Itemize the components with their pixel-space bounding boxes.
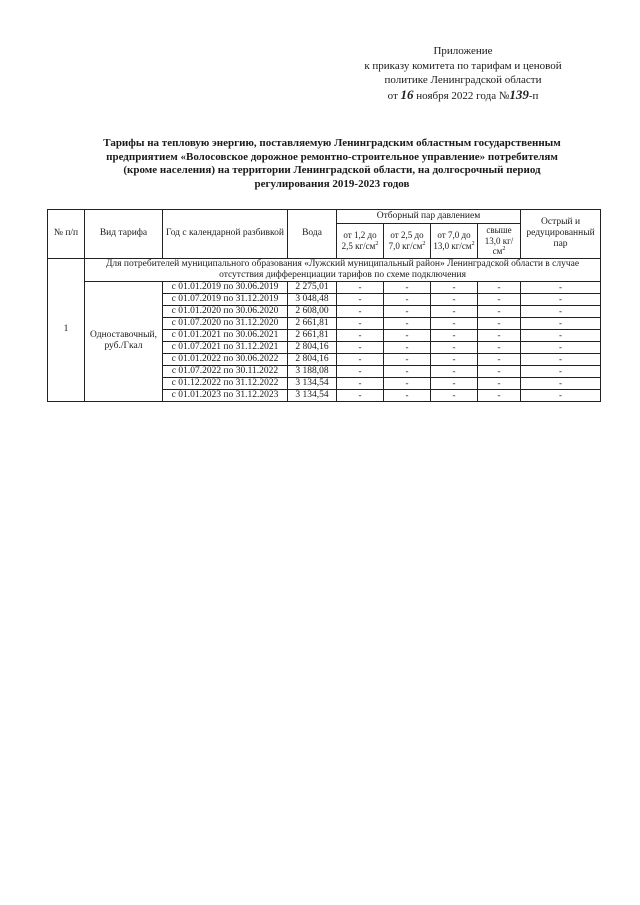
period-cell: с 01.01.2019 по 30.06.2019 [163,281,288,293]
annex-date-line [340,88,586,104]
title-line-3: (кроме населения) на территории Ленинградской области, на долгосрочный период [123,164,541,176]
steam-2-cell: - [384,329,431,341]
title-line-2: предприятием «Волосовское дорожное ремонтно-строительное управление» потребителям [106,150,558,163]
annex-line-committee: политике Ленинградской области [384,74,542,86]
period-cell: с 01.07.2020 по 31.12.2020 [163,317,288,329]
water-tariff-cell: 2 804,16 [288,341,337,353]
annex-order-suffix: -п [528,89,539,102]
header-tariff-type: Вид тарифа [85,210,163,259]
steam-3-cell: - [431,305,478,317]
water-tariff-cell: 2 661,81 [288,317,337,329]
water-tariff-cell: 3 134,54 [288,389,337,401]
water-tariff-cell: 2 804,16 [288,353,337,365]
steam-2-cell: - [384,293,431,305]
document-title [72,137,592,191]
annex-order-number-handwritten: 139 [509,86,529,102]
steam-3-cell: - [431,341,478,353]
tariff-type-cell: Одноставочный, руб./Гкал [85,281,163,401]
table-row [48,281,601,293]
steam-1-cell: - [337,293,384,305]
header-num: № п/п [48,210,85,259]
steam-3-cell: - [431,353,478,365]
title-line-1: Тарифы на тепловую энергию, поставляемую Ленинградским областным государственным [103,137,561,149]
water-tariff-cell: 2 661,81 [288,329,337,341]
sharp-steam-cell: - [521,377,601,389]
sharp-steam-cell: - [521,317,601,329]
sharp-steam-cell: - [521,305,601,317]
row-number: 1 [48,258,85,401]
consumers-description: Для потребителей муниципального образования «Лужский муниципальный район» Ленинградской области в случае отсутствия дифференциации тарифов по схеме подключения [85,258,601,281]
sharp-steam-cell: - [521,353,601,365]
sharp-steam-cell: - [521,281,601,293]
water-tariff-cell: 2 608,00 [288,305,337,317]
steam-2-cell: - [384,389,431,401]
steam-4-cell: - [478,293,521,305]
period-cell: с 01.01.2023 по 31.12.2023 [163,389,288,401]
sharp-steam-cell: - [521,293,601,305]
steam-2-cell: - [384,341,431,353]
header-year: Год с календарной разбивкой [163,210,288,259]
steam-4-cell: - [478,353,521,365]
header-steam-3: от 7,0 до 13,0 $кг/см^2$ [431,224,478,259]
steam-1-cell: - [337,305,384,317]
consumers-row [48,258,601,281]
steam-4-cell: - [478,389,521,401]
steam-1-cell: - [337,377,384,389]
header-steam-2: от 2,5 до 7,0 $кг/см^2$ [384,224,431,259]
steam-3-cell: - [431,377,478,389]
annex-line-order: к приказу комитета по тарифам и ценовой [364,59,562,72]
steam-4-cell: - [478,341,521,353]
steam-2-cell: - [384,353,431,365]
steam-2-cell: - [384,281,431,293]
steam-4-cell: - [478,365,521,377]
period-cell: с 01.12.2022 по 31.12.2022 [163,377,288,389]
steam-4-cell: - [478,281,521,293]
steam-1-cell: - [337,353,384,365]
steam-1-cell: - [337,389,384,401]
sharp-steam-cell: - [521,389,601,401]
sharp-steam-cell: - [521,365,601,377]
water-tariff-cell: 2 275,01 [288,281,337,293]
period-cell: с 01.01.2021 по 30.06.2021 [163,329,288,341]
header-steam-1: от 1,2 до 2,5 $кг/см^2$ [337,224,384,259]
water-tariff-cell: 3 134,54 [288,377,337,389]
sharp-steam-cell: - [521,341,601,353]
table-header-row-1 [48,210,601,224]
steam-1-cell: - [337,281,384,293]
period-cell: с 01.07.2022 по 30.11.2022 [163,365,288,377]
annex-date-day-handwritten: 16 [400,86,414,102]
header-sharp-steam: Острый и редуцированный пар [521,210,601,259]
steam-3-cell: - [431,317,478,329]
steam-3-cell: - [431,365,478,377]
steam-1-cell: - [337,329,384,341]
title-line-4: регулирования 2019-2023 годов [254,177,410,190]
annex-header [340,44,586,103]
steam-1-cell: - [337,317,384,329]
period-cell: с 01.01.2020 по 30.06.2020 [163,305,288,317]
steam-2-cell: - [384,365,431,377]
steam-1-cell: - [337,365,384,377]
steam-4-cell: - [478,317,521,329]
annex-date-prefix: от [387,89,398,102]
steam-3-cell: - [431,389,478,401]
header-water: Вода [288,210,337,259]
steam-4-cell: - [478,377,521,389]
steam-3-cell: - [431,329,478,341]
steam-2-cell: - [384,377,431,389]
sharp-steam-cell: - [521,329,601,341]
header-steam-group: Отборный пар давлением [337,210,521,224]
steam-4-cell: - [478,329,521,341]
steam-3-cell: - [431,293,478,305]
period-cell: с 01.07.2021 по 31.12.2021 [163,341,288,353]
steam-3-cell: - [431,281,478,293]
annex-date-rest: ноября 2022 года № [416,89,510,102]
period-cell: с 01.01.2022 по 30.06.2022 [163,353,288,365]
steam-2-cell: - [384,317,431,329]
steam-4-cell: - [478,305,521,317]
tariff-table [47,209,601,402]
water-tariff-cell: 3 048,48 [288,293,337,305]
steam-1-cell: - [337,341,384,353]
header-steam-4: свыше 13,0 $кг/см^2$ [478,224,521,259]
annex-title: Приложение [433,45,493,57]
water-tariff-cell: 3 188,08 [288,365,337,377]
period-cell: с 01.07.2019 по 31.12.2019 [163,293,288,305]
steam-2-cell: - [384,305,431,317]
